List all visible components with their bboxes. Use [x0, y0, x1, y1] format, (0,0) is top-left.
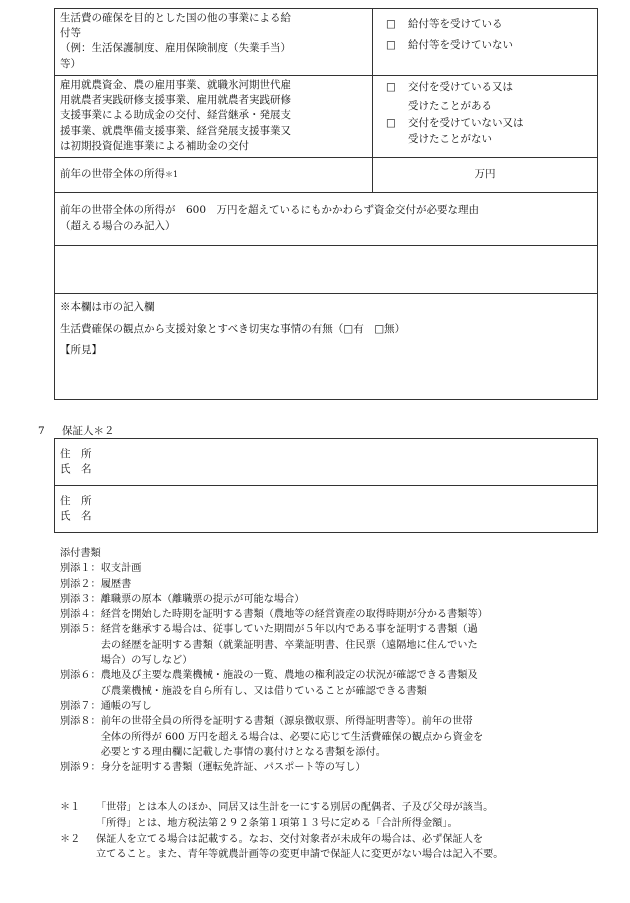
attachments-list: [60, 546, 610, 775]
name-label: 氏 名: [60, 510, 92, 522]
checkbox[interactable]: □: [386, 39, 396, 52]
footnote-text: 「所得」とは、地方税法第２９２条第１項第１３号に定める「合計所得金額」。: [96, 817, 458, 829]
reason-row: [55, 192, 598, 245]
attachment-label: 別添１：: [60, 563, 101, 575]
city-use-section: [55, 294, 598, 400]
reason-field-row: [55, 245, 598, 294]
household-income-label: 前年の世帯全体の所得＊1: [55, 158, 373, 193]
attachment-label: 別添９：: [60, 762, 101, 774]
footnote: [60, 832, 615, 864]
checkbox[interactable]: □: [386, 117, 396, 130]
attachment-text: 前年の世帯全員の所得を証明する書類（源泉徴収票、所得証明書等）。前年の世帯: [100, 716, 473, 728]
attachment-label: 別添４：: [60, 609, 101, 621]
subsidy-label: 雇用就農資金、農の雇用事業、就職氷河期世代雇 用就農者実践研修支援事業、雇用就農者実践研修 支援事業による助成金の交付、経営継承・発展支 援事業、就農準備支援事業、経営発展支援事業又 は初期投資促進事業による補助金の交付: [55, 75, 373, 157]
city-use-title: ※本欄は市の記入欄: [60, 301, 155, 314]
attachment-item: [60, 760, 610, 775]
attachment-text: 去の経歴を証明する書類（就業証明書、卒業証明書、住民票（遠隔地に住んでいた: [100, 639, 478, 651]
attachment-text: 履歴書: [100, 578, 132, 590]
attachment-label: 別添５：: [60, 624, 101, 636]
attachment-label: 別添７：: [60, 700, 101, 712]
option-subsidy-not-received[interactable]: □ 交付を受けていない又は: [378, 114, 592, 131]
section-7-heading: [38, 424, 115, 439]
attachment-text: 身分を証明する書類（運転免許証、パスポート等の写し）: [100, 762, 366, 774]
footnote-text: 保証人を立てる場合は記載する。なお、交付対象者が未成年の場合は、必ず保証人を: [96, 833, 484, 845]
attachment-label: 別添６：: [60, 670, 101, 682]
attachment-item: [60, 577, 610, 592]
attachment-label: 別添８：: [60, 716, 101, 728]
subsidy-row: [55, 75, 598, 157]
name-label: 氏 名: [60, 463, 92, 475]
checkbox[interactable]: □: [386, 18, 396, 30]
footnotes: [60, 800, 615, 863]
other-benefits-options: [373, 9, 598, 76]
address-label: 住 所: [60, 447, 92, 460]
other-benefits-label: 生活費の確保を目的とした国の他の事業による給 付等 （例：生活保護制度、雇用保険制度（失業手当） 等）: [55, 9, 373, 76]
footnote-text: 「世帯」とは本人のほか、同居又は生計を一にする別居の配偶者、子及び父母が該当。: [96, 802, 494, 813]
option-receiving[interactable]: □ 給付等を受けている: [378, 17, 592, 32]
attachment-item: [60, 622, 610, 668]
city-use-row: [55, 294, 598, 400]
subsidy-options: □ 交付を受けている又は 受けたことがある □ 交付を受けていない又は 受けたことがない: [373, 75, 598, 157]
guarantor-1-cell[interactable]: [55, 439, 598, 486]
attachment-item: [60, 714, 610, 760]
attachment-text: 農地及び主要な農業機械・施設の一覧、農地の権利設定の状況が確認できる書類及: [100, 670, 478, 682]
attachment-item: [60, 699, 610, 714]
address-label: 住 所: [60, 494, 92, 507]
attachment-item: [60, 607, 610, 622]
option-not-receiving[interactable]: □ 給付等を受けていない: [378, 38, 592, 53]
guarantor-2: [55, 486, 598, 533]
attachments-heading: 添付書類: [60, 548, 101, 559]
attachment-text: 離職票の原本（離職票の提示が可能な場合）: [100, 593, 305, 605]
attachment-label: 別添３：: [60, 593, 101, 605]
attachment-text: 通帳の写し: [100, 700, 152, 712]
guarantor-2-cell[interactable]: [55, 486, 598, 533]
guarantor-table: [54, 438, 598, 533]
footnote-mark: ＊２: [60, 833, 81, 845]
footnote: [60, 800, 615, 832]
unit-man-yen: 万円: [474, 168, 496, 181]
attachment-item: [60, 561, 610, 576]
household-income-field[interactable]: [373, 158, 598, 193]
attachment-text: び農業機械・施設を自ら所有し、又は借りていることが確認できる書類: [100, 685, 427, 697]
attachment-label: 別添２：: [60, 578, 101, 590]
city-use-question: 生活費確保の観点から支援対象とすべき切実な事情の有無（□有 □無）: [60, 322, 406, 335]
reason-field[interactable]: [55, 245, 598, 294]
guarantor-1: [55, 439, 598, 486]
household-income-row: [55, 158, 598, 193]
section-title: 保証人＊２: [62, 425, 115, 437]
footnote-mark: ＊１: [60, 802, 81, 813]
income-table: [54, 8, 598, 400]
attachment-text: 全体の所得が 600 万円を超える場合は、必要に応じて生活費確保の観点から資金を: [100, 731, 484, 743]
attachment-text: 経営を開始した時期を証明する書類（農地等の経営資産の取得時期が分かる書類等）: [100, 609, 488, 621]
attachment-text: 場合）の写しなど）: [100, 655, 193, 667]
attachment-text: 収支計画: [100, 563, 142, 575]
footnote-text: 立てること。また、青年等就農計画等の変更申請で保証人に変更がない場合は記入不要。: [96, 849, 504, 861]
attachment-text: 経営を継承する場合は、従事していた期間が５年以内である事を証明する書類（過: [100, 624, 478, 636]
reason-label: 前年の世帯全体の所得が 600 万円を超えているにもかかわらず資金交付が必要な理由 （超える場合のみ記入）: [55, 192, 598, 245]
option-subsidy-received[interactable]: □ 交付を受けている又は: [378, 80, 592, 95]
checkbox[interactable]: □: [386, 80, 396, 93]
section-number: 7: [38, 425, 45, 437]
attachment-item: [60, 592, 610, 607]
attachment-text: 必要とする理由欄に記載した事情の裏付けとなる書類を添付。: [100, 746, 386, 758]
other-benefits-row: [55, 9, 598, 76]
attachment-item: [60, 668, 610, 699]
opinion-label: 【所見】: [60, 343, 102, 356]
